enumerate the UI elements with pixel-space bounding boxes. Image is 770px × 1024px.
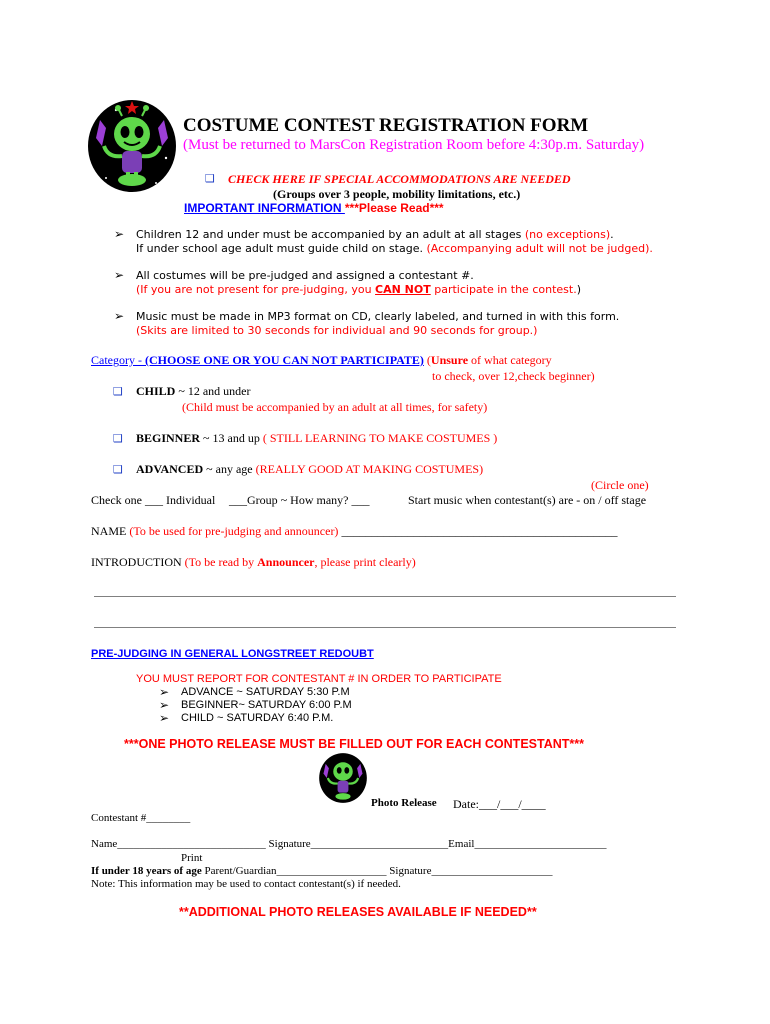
bullet-arrow-icon: ➢	[114, 268, 125, 282]
rule-2-note-a: (If you are not present for pre-judging, you	[136, 283, 376, 296]
page-subtitle: (Must be returned to MarsCon Registration Room before 4:30p.m. Saturday)	[183, 137, 645, 153]
child-note: (Child must be accompanied by an adult at all times, for safety)	[182, 400, 488, 414]
checkbox-child[interactable]: ❑	[113, 385, 123, 398]
beginner-age: ~ 13 and up	[200, 431, 263, 445]
rule-2-note-b: participate in the contest.	[430, 283, 577, 296]
checkbox-advanced[interactable]: ❑	[113, 463, 123, 476]
contestant-number-field[interactable]: Contestant #________	[91, 812, 191, 824]
checkbox-icon[interactable]: ❑	[205, 172, 215, 185]
intro-label: INTRODUCTION	[91, 555, 185, 569]
parent-signature-line: Parent/Guardian____________________ Signature______________________	[201, 865, 553, 877]
please-read: ***Please Read***	[344, 201, 444, 215]
name-field[interactable]	[91, 524, 617, 539]
alien-mascot-logo	[86, 98, 178, 194]
one-photo-release: ***ONE PHOTO RELEASE MUST BE FILLED OUT FOR EACH CONTESTANT***	[124, 737, 584, 751]
time-child: CHILD ~ SATURDAY 6:40 P.M.	[181, 712, 334, 724]
special-accommodations-label: CHECK HERE IF SPECIAL ACCOMMODATIONS ARE NEEDED	[228, 172, 571, 186]
name-label: NAME	[91, 524, 130, 538]
intro-note-a: (To be read by	[184, 555, 258, 569]
advanced-age: ~ any age	[203, 462, 256, 476]
important-info	[184, 201, 444, 215]
additional-releases: **ADDITIONAL PHOTO RELEASES AVAILABLE IF NEEDED**	[179, 905, 537, 919]
rule-1-line2: If under school age adult must guide child on stage.	[136, 242, 427, 255]
check-one-individual[interactable]: Check one ___ Individual	[91, 493, 216, 507]
contact-note: Note: This information may be used to contact contestant(s) if needed.	[91, 878, 401, 890]
bullet-arrow-icon: ➢	[159, 711, 170, 725]
checkbox-beginner[interactable]: ❑	[113, 432, 123, 445]
category-label: Category -	[91, 353, 145, 367]
rule-1-text: Children 12 and under must be accompanied by an adult at all stages	[136, 228, 525, 241]
must-report: YOU MUST REPORT FOR CONTESTANT # IN ORDER TO PARTICIPATE	[136, 673, 502, 685]
category-beginner	[136, 431, 497, 446]
bullet-arrow-icon: ➢	[114, 309, 125, 323]
time-beginner: BEGINNER~ SATURDAY 6:00 P.M	[181, 699, 352, 711]
date-field[interactable]: Date:___/___/____	[453, 797, 546, 811]
child-age: ~ 12 and under	[175, 384, 251, 398]
intro-line-1[interactable]	[94, 596, 676, 597]
advanced-label: ADVANCED	[136, 462, 204, 476]
category-choose: (CHOOSE ONE OR YOU CAN NOT PARTICIPATE)	[144, 353, 424, 367]
category-paren: (	[423, 353, 431, 367]
rule-3	[136, 310, 619, 338]
advanced-note: (REALLY GOOD AT MAKING COSTUMES)	[255, 462, 484, 476]
category-unsure-line2: to check, over 12,check beginner)	[432, 369, 595, 383]
category-advanced	[136, 462, 483, 477]
photo-release-label: Photo Release	[371, 797, 437, 809]
rule-2-text: All costumes will be pre-judged and assigned a contestant #.	[136, 269, 474, 282]
important-info-label: IMPORTANT INFORMATION	[184, 201, 345, 215]
rule-2-can-not: CAN NOT	[375, 283, 431, 296]
group-count[interactable]: ___Group ~ How many? ___	[229, 493, 370, 507]
prejudging-heading: PRE-JUDGING IN GENERAL LONGSTREET REDOUBT	[91, 648, 374, 660]
child-label: CHILD	[136, 384, 176, 398]
category-child	[136, 384, 250, 399]
name-line: ______________________________________________	[338, 524, 618, 538]
circle-one: (Circle one)	[591, 478, 649, 492]
intro-line-2[interactable]	[94, 627, 676, 628]
name-signature-email-field[interactable]: Name___________________________ Signature_________________________Email________________________	[91, 838, 607, 850]
rule-1-period: .	[610, 228, 614, 241]
time-advance: ADVANCE ~ SATURDAY 5:30 P.M	[181, 686, 350, 698]
beginner-note: ( STILL LEARNING TO MAKE COSTUMES )	[262, 431, 498, 445]
rule-2-paren: )	[576, 283, 581, 296]
rule-1	[136, 228, 653, 256]
music-on-off-stage[interactable]: Start music when contestant(s) are - on / off stage	[408, 493, 647, 507]
introduction-field	[91, 555, 416, 570]
rule-1-note: (Accompanying adult will not be judged).	[426, 242, 653, 255]
bullet-arrow-icon: ➢	[159, 698, 170, 712]
under-18-label: If under 18 years of age	[91, 865, 202, 877]
rule-2	[136, 269, 581, 297]
beginner-label: BEGINNER	[136, 431, 201, 445]
bullet-arrow-icon: ➢	[114, 227, 125, 241]
name-note: (To be used for pre-judging and announcer)	[129, 524, 339, 538]
parent-guardian-field[interactable]	[91, 865, 552, 877]
page-title: COSTUME CONTEST REGISTRATION FORM	[183, 115, 589, 136]
category-unsure: Unsure	[430, 353, 469, 367]
rule-3-text: Music must be made in MP3 format on CD, clearly labeled, and turned in with this form.	[136, 310, 620, 323]
bullet-arrow-icon: ➢	[159, 685, 170, 699]
intro-note-b: , please print clearly)	[314, 555, 416, 569]
rule-1-no-exceptions: (no exceptions)	[524, 228, 611, 241]
print-label: Print	[181, 852, 203, 864]
alien-mascot-small-icon	[318, 752, 368, 804]
rule-3-note: (Skits are limited to 30 seconds for individual and 90 seconds for group.)	[136, 324, 538, 337]
category-unsure-text: of what category	[468, 353, 552, 367]
special-accommodations-note: (Groups over 3 people, mobility limitations, etc.)	[273, 187, 521, 201]
category-heading	[91, 353, 552, 368]
intro-announcer: Announcer	[257, 555, 315, 569]
